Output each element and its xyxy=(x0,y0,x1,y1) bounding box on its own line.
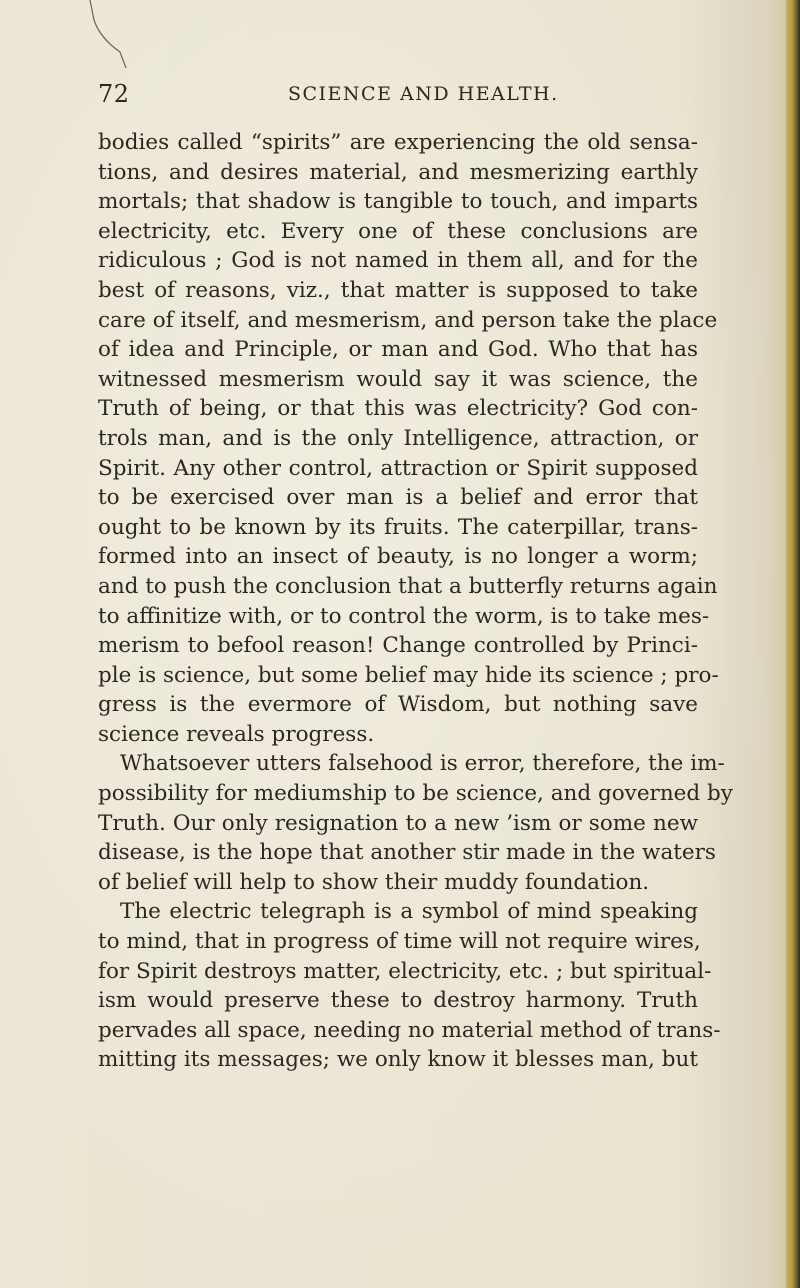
text-line: ridiculous ; God is not named in them all, and for the xyxy=(98,248,698,274)
text-line-paragraph-start: Whatsoever utters falsehood is error, therefore, the im- xyxy=(120,751,725,777)
text-line: mortals; that shadow is tangible to touch, and imparts xyxy=(98,189,698,215)
text-line: gress is the evermore of Wisdom, but nothing save xyxy=(98,692,698,718)
text-line: witnessed mesmerism would say it was science, the xyxy=(98,366,698,392)
text-line: pervades all space, needing no material method of trans- xyxy=(98,1017,721,1043)
text-line: Truth of being, or that this was electricity? God con- xyxy=(98,396,698,422)
text-line: formed into an insect of beauty, is no longer a worm; xyxy=(98,544,698,570)
text-line: care of itself, and mesmerism, and person take the place xyxy=(98,307,718,333)
text-line: tions, and desires material, and mesmerizing earthly xyxy=(98,159,698,185)
text-line: Truth. Our only resignation to a new ’ism or some new xyxy=(98,810,698,836)
text-line: electricity, etc. Every one of these conclusions are xyxy=(98,218,698,244)
text-line: to affinitize with, or to control the worm, is to take mes- xyxy=(98,603,710,629)
text-line-paragraph-end: science reveals progress. xyxy=(98,721,375,747)
text-line: ple is science, but some belief may hide its science ; pro- xyxy=(98,662,719,688)
text-line: ought to be known by its fruits. The caterpillar, trans- xyxy=(98,514,698,540)
text-line-paragraph-end: of belief will help to show their muddy foundation. xyxy=(98,869,650,895)
pencil-mark xyxy=(60,0,180,80)
text-line: disease, is the hope that another stir made in the waters xyxy=(98,840,716,866)
page-edge xyxy=(786,0,800,1288)
text-line: of idea and Principle, or man and God. Who that has xyxy=(98,337,698,363)
text-line: to mind, that in progress of time will not require wires, xyxy=(98,929,701,955)
text-line-paragraph-start: The electric telegraph is a symbol of mind speaking xyxy=(120,899,698,925)
running-head-title: SCIENCE AND HEALTH. xyxy=(288,83,559,105)
text-line: Spirit. Any other control, attraction or Spirit supposed xyxy=(98,455,698,481)
text-line: mitting its messages; we only know it blesses man, but xyxy=(98,1047,698,1073)
body-text xyxy=(98,128,733,1075)
page-number: 72 xyxy=(98,80,130,108)
running-head xyxy=(98,80,718,112)
text-line: possibility for mediumship to be science, and governed by xyxy=(98,781,733,807)
text-line: to be exercised over man is a belief and error that xyxy=(98,485,698,511)
text-line: for Spirit destroys matter, electricity, etc. ; but spiritual- xyxy=(98,958,712,984)
text-line: bodies called “spirits” are experiencing the old sensa- xyxy=(98,130,698,155)
text-line: and to push the conclusion that a butterfly returns again xyxy=(98,573,718,599)
text-line: trols man, and is the only Intelligence, attraction, or xyxy=(98,425,698,451)
text-line: best of reasons, viz., that matter is supposed to take xyxy=(98,277,698,303)
text-line: merism to befool reason! Change controlled by Princi- xyxy=(98,633,698,659)
text-line: ism would preserve these to destroy harmony. Truth xyxy=(98,988,698,1014)
